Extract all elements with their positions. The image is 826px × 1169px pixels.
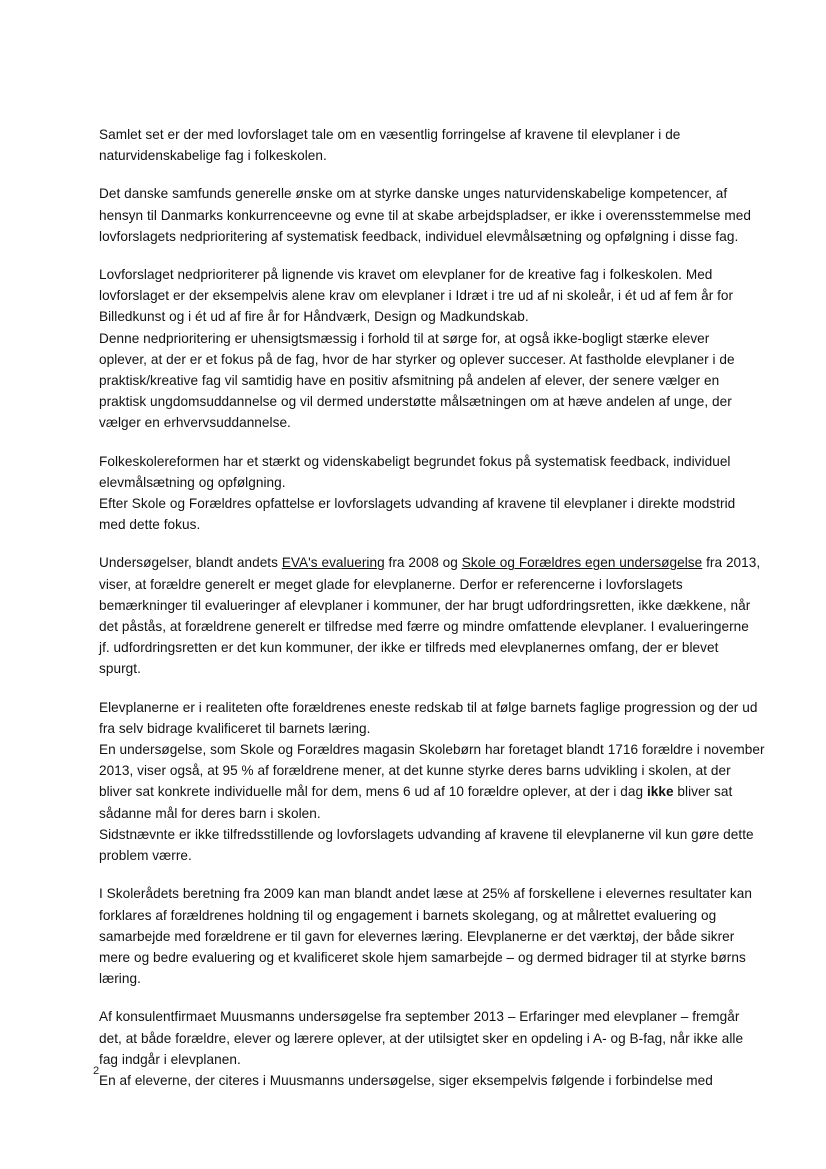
text-segment: Undersøgelser, blandt andets	[99, 555, 282, 571]
paragraph	[99, 697, 779, 867]
text-line: fag indgår i elevplanen.	[99, 1051, 241, 1067]
text-line: det påstås, at forældrene generelt er tilfredse med færre og mindre omfattende elevplaner. I evalueringerne	[99, 619, 749, 635]
text-line: lovforslagets nedprioritering af systematisk feedback, individuel elevmålsætning og opfølgning i disse fag.	[99, 228, 739, 244]
paragraph	[99, 552, 779, 679]
text-line: spurgt.	[99, 661, 141, 677]
text-line	[99, 781, 779, 802]
text-line: Samlet set er der med lovforslaget tale om en væsentlig forringelse af kravene til elevplaner i de	[99, 127, 681, 142]
text-line: Af konsulentfirmaet Muusmanns undersøgelse fra september 2013 – Erfaringer med elevplaner – fremgår	[99, 1009, 740, 1025]
text-segment: bliver sat	[673, 784, 733, 800]
text-line: Det danske samfunds generelle ønske om at styrke danske unges naturvidenskabelige kompetencer, af	[99, 186, 728, 202]
text-segment: fra 2008 og	[384, 555, 462, 571]
skole-og-foraeldres-survey-link[interactable]: Skole og Forældres egen undersøgelse	[461, 555, 703, 571]
text-line: Denne nedprioritering er uhensigtsmæssig i forhold til at sørge for, at også ikke-bogligt stærke elever	[99, 330, 710, 346]
eva-evaluation-link[interactable]: EVA's evaluering	[281, 555, 385, 571]
paragraph	[99, 183, 779, 247]
text-line: Billedkunst og i ét ud af fire år for Håndværk, Design og Madkundskab.	[99, 309, 529, 325]
text-line: En undersøgelse, som Skole og Forældres magasin Skolebørn har foretaget blandt 1716 forældre i november	[99, 742, 765, 758]
text-line: lovforslaget er der eksempelvis alene krav om elevplaner i Idræt i tre ud af ni skoleår, i ét ud af fem år for	[99, 288, 734, 304]
bold-text: ikke	[646, 784, 674, 800]
text-line: elevmålsætning og opfølgning.	[99, 474, 286, 490]
text-line: oplever, at der er et fokus på de fag, hvor de har styrker og oplever succeser. At fastholde elevplaner i de	[99, 351, 735, 367]
text-line: læring.	[99, 971, 141, 987]
text-line: mere og bedre evaluering og et kvalificeret skole hjem samarbejde – og dermed bidrager til at styrke børns	[99, 949, 746, 965]
paragraph	[99, 124, 779, 166]
text-line: Sidstnævnte er ikke tilfredsstillende og lovforslagets udvanding af kravene til elevplanerne vil kun gøre dette	[99, 826, 754, 842]
paragraph	[99, 451, 779, 536]
text-line: problem værre.	[99, 848, 192, 864]
text-line: Elevplanerne er i realiteten ofte forældrenes eneste redskab til at følge barnets faglige progression og der ud	[99, 699, 758, 715]
paragraph	[99, 264, 779, 434]
text-line: jf. udfordringsretten er det kun kommuner, der ikke er tilfreds med elevplanernes omfang, der er blevet	[99, 640, 719, 656]
text-line: vælger en erhvervsuddannelse.	[99, 415, 291, 431]
text-line: bemærkninger til evalueringer af elevplaner i kommuner, der har brugt udfordringsretten, ikke dækkene, når	[99, 597, 751, 613]
text-line: viser, at forældre generelt er meget glade for elevplanerne. Derfor er referencerne i lovforslagets	[99, 576, 683, 592]
text-line	[99, 552, 779, 573]
page-number: 2	[93, 1065, 100, 1077]
text-line: praktisk/kreative fag vil samtidig have en positiv afsmitning på andelen af elever, der senere vælger en	[99, 373, 720, 389]
text-line: Folkeskolereformen har et stærkt og videnskabeligt begrundet fokus på systematisk feedback, individuel	[99, 453, 731, 469]
text-line: sådanne mål for deres barn i skolen.	[99, 805, 321, 821]
text-line: I Skolerådets beretning fra 2009 kan man blandt andet læse at 25% af forskellene i elevernes resultater kan	[99, 886, 752, 902]
text-line: naturvidenskabelige fag i folkeskolen.	[99, 148, 327, 164]
text-line: En af eleverne, der citeres i Muusmanns undersøgelse, siger eksempelvis følgende i forbindelse med	[99, 1072, 713, 1088]
text-segment: fra 2013,	[702, 555, 761, 571]
text-line: fra selv bidrage kvalificeret til barnets læring.	[99, 720, 371, 736]
text-line: forklares af forældrenes holdning til og engagement i barnets skolegang, og at målrettet evaluering og	[99, 907, 717, 923]
text-line: praktisk ungdomsuddannelse og vil dermed understøtte målsætningen om at hæve andelen af unge, der	[99, 394, 732, 410]
text-line: hensyn til Danmarks konkurrenceevne og evne til at skabe arbejdspladser, er ikke i overensstemmelse med	[99, 207, 751, 223]
text-line: med dette fokus.	[99, 517, 201, 533]
text-line: Lovforslaget nedprioriterer på lignende vis kravet om elevplaner for de kreative fag i folkeskolen. Med	[99, 267, 713, 283]
text-line: Efter Skole og Forældres opfattelse er lovforslagets udvanding af kravene til elevplaner i direkte modstrid	[99, 496, 736, 512]
text-line: samarbejde med forældrene er til gavn for elevernes læring. Elevplanerne er det værktøj, der både sikrer	[99, 928, 735, 944]
paragraph	[99, 1006, 779, 1091]
text-segment: bliver sat konkrete individuelle mål for dem, mens 6 ud af 10 forældre oplever, at der i dag	[99, 784, 647, 800]
document-body	[99, 124, 779, 1108]
paragraph	[99, 883, 779, 989]
text-line: 2013, viser også, at 95 % af forældrene mener, at det kunne styrke deres barns udvikling i skolen, at der	[99, 763, 731, 779]
text-line: det, at både forældre, elever og lærere oplever, at der utilsigtet sker en opdeling i A- og B-fag, når ikke alle	[99, 1030, 744, 1046]
